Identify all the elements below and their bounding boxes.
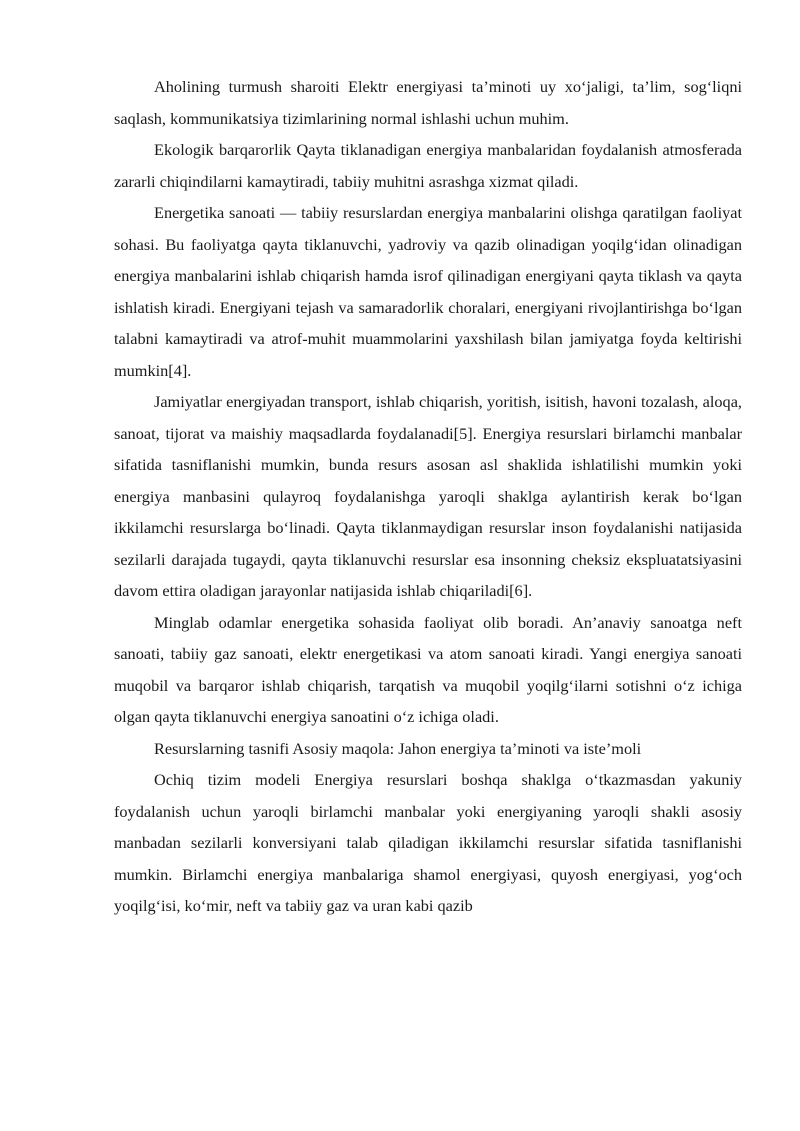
paragraph-societal-energy-use: Jamiyatlar energiyadan transport, ishlab chiqarish, yoritish, isitish, havoni tozalash, aloqa, sanoat, tijorat va maishiy maqsadlarda foydalanadi[5]. Energiya resurslari birlamchi manbalar sifatida tasniflanishi mumkin, bunda resurs asosan asl shaklida ishlatilishi mumkin yoki energiya manbasini qulayroq foydalanishga yaroqli shaklga aylantirish kerak bo‘lgan ikkilamchi resurslarga bo‘linadi. Qayta tiklanmaydigan resurslar inson foydalanishi natijasida sezilarli darajada tugaydi, qayta tiklanuvchi resurslar esa insonning cheksiz ekspluatatsiyasini davom ettira oladigan jarayonlar natijasida ishlab chiqariladi[6]. [114,392,742,600]
paragraph-resource-classification: Resurslarning tasnifi Asosiy maqola: Jahon energiya ta’minoti va iste’moli [154,738,642,758]
paragraph-ecological-sustainability: Ekologik barqarorlik Qayta tiklanadigan energiya manbalaridan foydalanish atmosferada zararli chiqindilarni kamaytiradi, tabiiy muhitni asrashga xizmat qiladi. [114,140,742,191]
paragraph-open-system-model: Ochiq tizim modeli Energiya resurslari boshqa shaklga o‘tkazmasdan yakuniy foydalanish uchun yaroqli birlamchi manbalar yoki energiyaning yaroqli shakli asosiy manbadan sezilarli konversiyani talab qiladigan ikkilamchi resurslar sifatida tasniflanishi mumkin. Birlamchi energiya manbalariga shamol energiyasi, quyosh energiyasi, yog‘och yoqilg‘isi, ko‘mir, neft va tabiiy gaz va uran kabi qazib [114,770,742,915]
paragraph-energy-industry: Energetika sanoati — tabiiy resurslardan energiya manbalarini olishga qaratilgan faoliyat sohasi. Bu faoliyatga qayta tiklanuvchi, yadroviy va qazib olinadigan yoqilg‘idan olinadigan energiya manbalarini ishlab chiqarish hamda isrof qilinadigan energiyani qayta tiklash va qayta ishlatish kiradi. Energiyani tejash va samaradorlik choralari, energiyani rivojlantirishga bo‘lgan talabni kamaytiradi va atrof-muhit muammolarini yaxshilash bilan jamiyatga foyda keltirishi mumkin[4]. [114,203,742,380]
paragraph-living-conditions: Aholining turmush sharoiti Elektr energiyasi ta’minoti uy xo‘jaligi, ta’lim, sog‘liqni saqlash, kommunikatsiya tizimlarining normal ishlashi uchun muhim. [114,77,742,128]
paragraph-energy-workforce: Minglab odamlar energetika sohasida faoliyat olib boradi. An’anaviy sanoatga neft sanoati, tabiiy gaz sanoati, elektr energetikasi va atom sanoati kiradi. Yangi energiya sanoati muqobil va barqaror ishlab chiqarish, tarqatish va muqobil yoqilg‘ilarni sotishni o‘z ichiga olgan qayta tiklanuvchi energiya sanoatini o‘z ichiga oladi. [114,612,742,726]
document-body [114,71,742,922]
